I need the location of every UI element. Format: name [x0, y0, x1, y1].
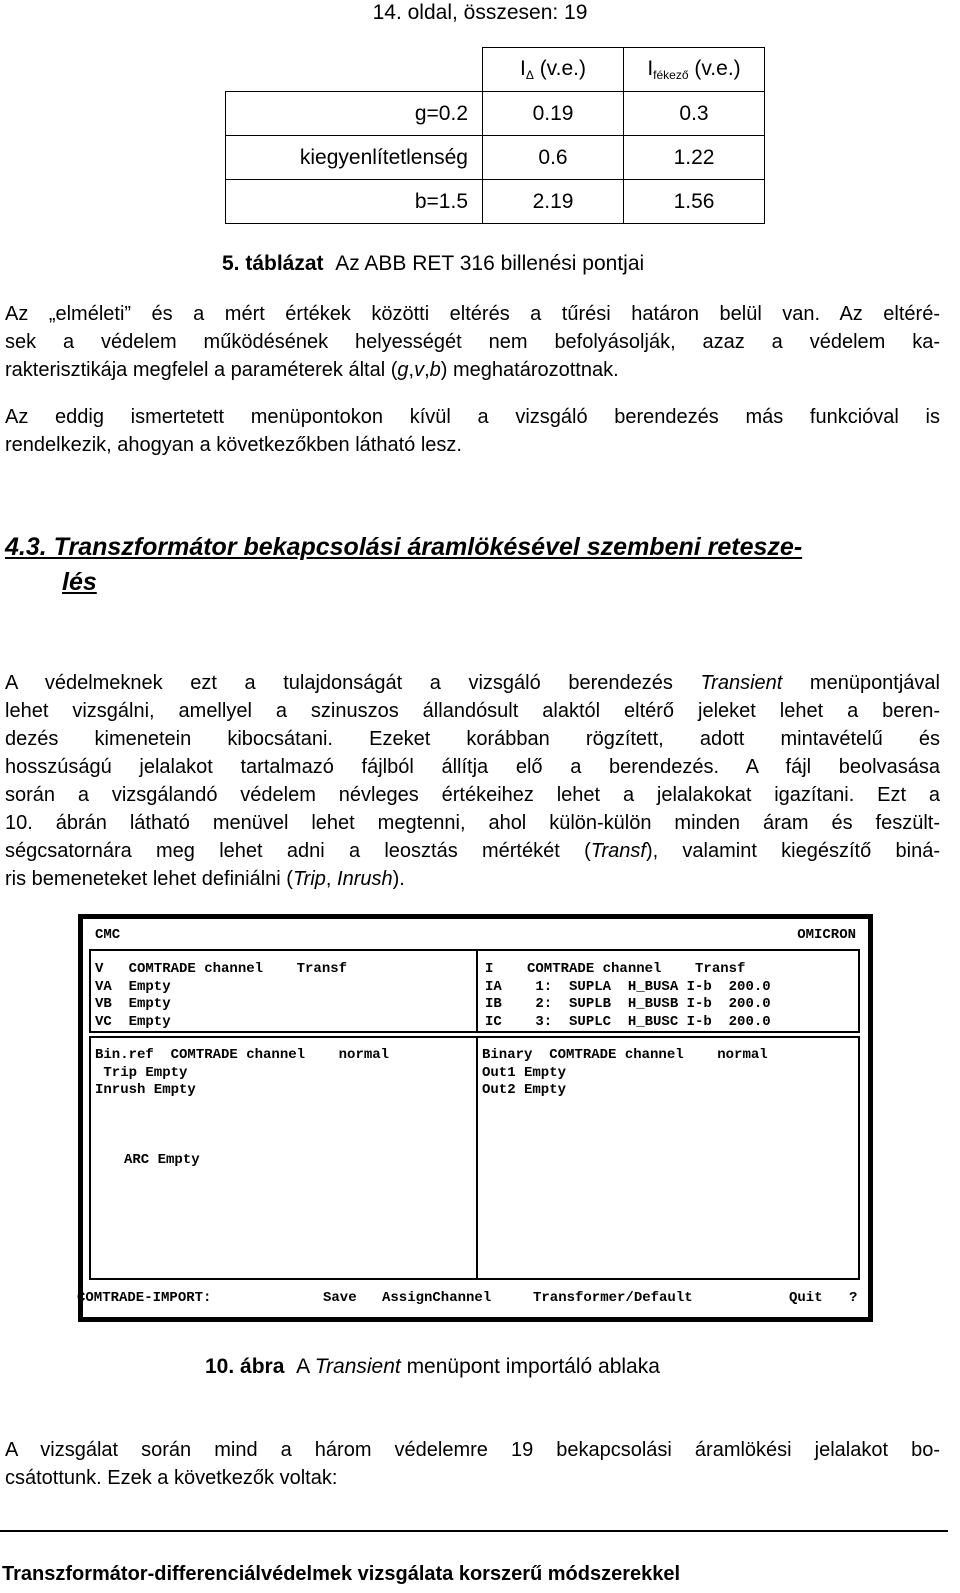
current-channels: I COMTRADE channel Transf IA 1: SUPLA H_BUSA I-b 200.0 IB 2: SUPLB H_BUSB I-b 200.0 IC 3: SUPLC H_BUSC I-b 200.0 [485, 961, 771, 1030]
text-line: A vizsgálat során mind a három védelemre 19 bekapcsolási áramlökési jelalakot bo- [5, 1439, 940, 1461]
screen-title-left: CMC [95, 927, 121, 943]
page-header: 14. oldal, összesen: 19 [372, 1, 588, 24]
text-span: ) meghatározottnak. [440, 359, 619, 381]
text-line [5, 356, 940, 384]
help-menu-item[interactable]: ? [849, 1290, 858, 1306]
col-header-unit: (v.e.) [688, 57, 741, 80]
cmc-screenshot [78, 914, 873, 1322]
text-line: rendelkezik, ahogyan a következőkben látható lesz. [5, 434, 462, 456]
text-span: menüpont importáló ablaka [400, 1355, 660, 1378]
text-line: Az eddig ismertetett menüpontokon kívül a vizsgáló berendezés más funkcióval is [5, 406, 940, 428]
cell-i-delta: 0.19 [483, 92, 624, 136]
term-transient: Transient [314, 1355, 401, 1378]
text-line: során a vizsgálandó védelem névleges értékeihez lehet a jelalakokat igazítani. Ezt a [5, 784, 940, 806]
text-span: rakterisztikája megfelel a paraméterek által ( [5, 359, 398, 381]
row-label: kiegyenlítetlenség [226, 136, 483, 180]
paragraph-1 [5, 300, 940, 384]
page-footer: Transzformátor-differenciálvédelmek vizsgálata korszerű módszerekkel [2, 1563, 681, 1585]
table-caption-number: 5. táblázat [222, 252, 324, 275]
results-table [225, 47, 765, 224]
text-span: , [325, 868, 338, 890]
text-span: ), valamint kiegészítő biná- [645, 840, 940, 862]
text-span: A védelmeknek ezt a tulajdonságát a vizsgáló berendezés [5, 672, 701, 694]
table-row [226, 180, 765, 224]
table-header-row [226, 48, 765, 92]
cell-i-fekezo: 1.56 [624, 180, 765, 224]
col-header-sub: Δ [525, 68, 534, 82]
save-menu-item[interactable]: Save [323, 1290, 357, 1306]
term-trip: Trip [292, 868, 326, 890]
text-line: csátottunk. Ezek a következők voltak: [5, 1467, 338, 1489]
col-header-main: I [520, 57, 526, 80]
paragraph-2 [5, 403, 940, 459]
table-corner [226, 48, 483, 92]
text-span: , [424, 359, 430, 381]
text-line: 10. ábrán látható menüvel lehet megtenni, ahol külön-külön minden áram és feszült- [5, 812, 940, 834]
col-header-unit: (v.e.) [533, 57, 586, 80]
term-transient: Transient [700, 672, 783, 694]
arc-channel: ARC Empty [124, 1152, 200, 1168]
text-line [5, 865, 940, 893]
text-line: dezés kimenetein kibocsátani. Ezeket korábban rögzített, adott mintavételű és [5, 728, 940, 750]
text-line [5, 837, 940, 865]
binary-channels: Binary COMTRADE channel normal Out1 Empty Out2 Empty [482, 1047, 768, 1098]
col-header-i-delta [483, 48, 624, 92]
param-b: b [429, 359, 441, 381]
col-header-i-fekezo [624, 48, 765, 92]
paragraph-4 [5, 1436, 940, 1492]
text-span: A [296, 1355, 315, 1378]
figure-caption-number: 10. ábra [205, 1355, 285, 1378]
param-g: g [397, 359, 409, 381]
table-caption [222, 252, 644, 276]
text-line: lehet vizsgálni, amellyel a szinuszos állandósult alaktól eltérő jeleket lehet a beren- [5, 700, 940, 722]
section-heading-line: lés [62, 568, 97, 596]
text-line: sek a védelem működésének helyességét nem befolyásolják, azaz a védelem ka- [5, 331, 940, 353]
quit-menu-item[interactable]: Quit [789, 1290, 823, 1306]
param-v: v [414, 359, 425, 381]
text-span: ). [392, 868, 405, 890]
text-span: ségcsatornára meg lehet adni a leosztás mértékét ( [5, 840, 591, 862]
text-line: hosszúságú jelalakot tartalmazó fájlból állítja elő a berendezés. A fájl beolvasása [5, 756, 940, 778]
menu-label: COMTRADE-IMPORT: [77, 1290, 212, 1306]
text-span: ris bemeneteket lehet definiálni ( [5, 868, 293, 890]
text-span: , [408, 359, 415, 381]
cell-i-delta: 2.19 [483, 180, 624, 224]
section-heading-line: 4.3. Transzformátor bekapcsolási áramlökésével szembeni retesze- [5, 533, 803, 561]
figure-caption [205, 1355, 660, 1379]
cell-i-fekezo: 0.3 [624, 92, 765, 136]
term-inrush: Inrush [337, 868, 393, 890]
paragraph-3 [5, 669, 940, 893]
term-transf: Transf [590, 840, 646, 862]
screen-title-right: OMICRON [797, 927, 856, 943]
text-line [5, 669, 940, 697]
footer-rule [0, 1530, 948, 1532]
table-caption-text: Az ABB RET 316 billenési pontjai [335, 252, 645, 275]
table-row [226, 136, 765, 180]
text-span: menüpontjával [782, 672, 940, 694]
cell-i-delta: 0.6 [483, 136, 624, 180]
text-line: Az „elméleti” és a mért értékek közötti eltérés a tűrési határon belül van. Az eltéré- [5, 303, 940, 325]
cell-i-fekezo: 1.22 [624, 136, 765, 180]
voltage-channels: V COMTRADE channel Transf VA Empty VB Empty VC Empty [95, 961, 348, 1030]
table-row [226, 92, 765, 136]
binref-channels: Bin.ref COMTRADE channel normal Trip Empty Inrush Empty [95, 1047, 390, 1098]
assign-channel-menu-item[interactable]: AssignChannel [382, 1290, 492, 1306]
transformer-default-menu-item[interactable]: Transformer/Default [533, 1290, 693, 1306]
row-label: b=1.5 [226, 180, 483, 224]
col-header-sub: fékező [653, 68, 689, 82]
section-heading [5, 530, 802, 600]
row-label: g=0.2 [226, 92, 483, 136]
col-header-main: I [647, 57, 654, 80]
